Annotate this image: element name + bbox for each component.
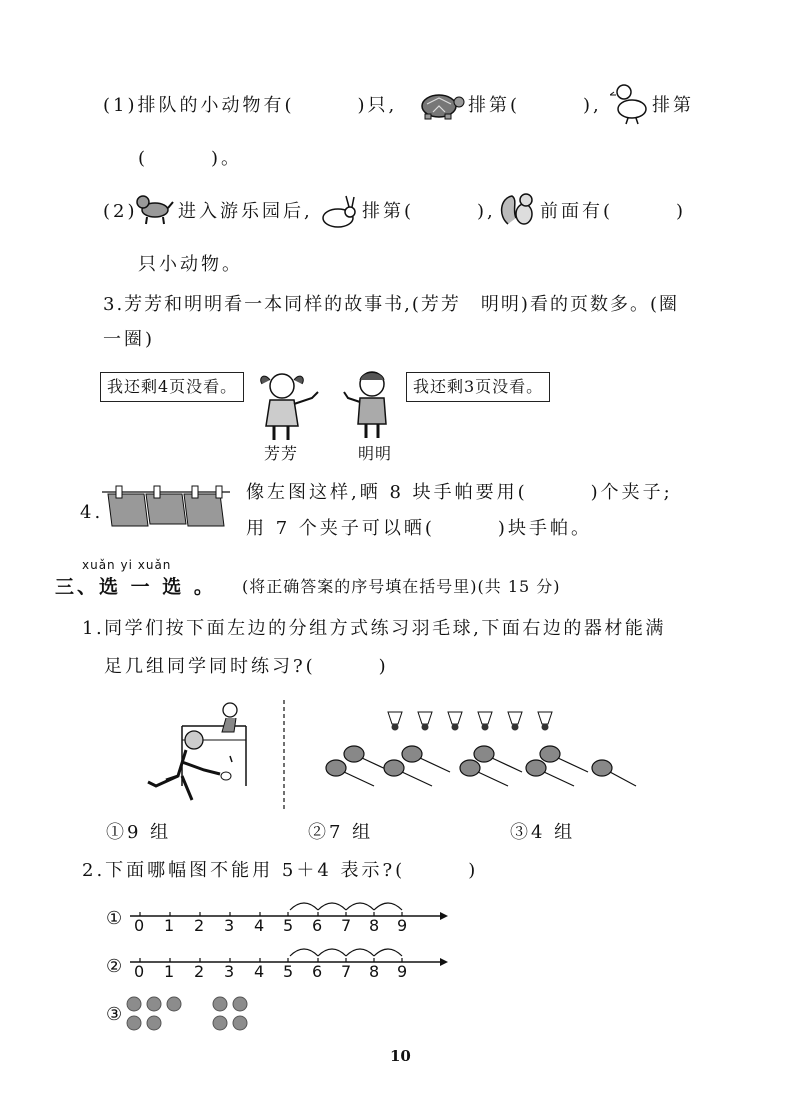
nl1-tick-5: 5 xyxy=(283,916,294,935)
s3-q1-option-3: ③4 组 xyxy=(510,822,576,843)
nl2-tick-9: 9 xyxy=(397,962,408,981)
shuttlecock-icon xyxy=(418,712,432,731)
q2-2-line1-d: 前面有( ) xyxy=(540,201,687,222)
s3-q2-option-1-label: ① xyxy=(106,908,123,929)
duck-icon xyxy=(610,82,650,126)
nl2-tick-5: 5 xyxy=(283,962,294,981)
shuttlecock-icon xyxy=(448,712,462,731)
racket-icon xyxy=(474,746,494,762)
nl1-tick-9: 9 xyxy=(397,916,408,935)
q2-1-line2: ( )。 xyxy=(138,148,243,169)
nl1-tick-6: 6 xyxy=(312,916,323,935)
q2-2-line1-c: 排第( ), xyxy=(362,201,496,222)
q3-line1: 3.芳芳和明明看一本同样的故事书,(芳芳 明明)看的页数多。(圈 xyxy=(103,294,679,315)
q4-line2: 用 7 个夹子可以晒( )块手帕。 xyxy=(246,518,592,539)
nl2-tick-7: 7 xyxy=(341,962,352,981)
badminton-players-icon xyxy=(142,696,262,806)
q2-1-line1: (1)排队的小动物有( )只, xyxy=(103,95,398,116)
nl1-tick-8: 8 xyxy=(369,916,380,935)
q3-line2: 一圈) xyxy=(103,329,156,350)
q4-number: 4. xyxy=(80,502,104,523)
boy-mingming-icon xyxy=(342,368,408,440)
rabbit-icon xyxy=(316,194,360,230)
nl2-tick-2: 2 xyxy=(194,962,205,981)
dot-groups xyxy=(126,994,256,1034)
nl1-tick-2: 2 xyxy=(194,916,205,935)
s3-q1-option-1: ①9 组 xyxy=(106,822,172,843)
nl1-tick-3: 3 xyxy=(224,916,235,935)
speech-bubble-left: 我还剩4页没看。 xyxy=(100,372,244,402)
q2-2-label: (2) xyxy=(103,201,138,222)
shuttlecock-icon xyxy=(478,712,492,731)
racket-icon xyxy=(592,760,612,776)
q2-2-line1-b: 进入游乐园后, xyxy=(178,201,313,222)
nl2-tick-6: 6 xyxy=(312,962,323,981)
s3-q1-option-2: ②7 组 xyxy=(308,822,374,843)
shuttlecock-icon xyxy=(388,712,402,731)
q2-1-line1-mid: 排第( ), xyxy=(468,95,602,116)
s3-q1-line1: 1.同学们按下面左边的分组方式练习羽毛球,下面右边的器材能满 xyxy=(82,618,666,639)
racket-icon xyxy=(326,760,346,776)
nl1-tick-4: 4 xyxy=(254,916,265,935)
shuttlecock-icon xyxy=(508,712,522,731)
q4-line1: 像左图这样,晒 8 块手帕要用( )个夹子; xyxy=(246,482,673,503)
racket-icon xyxy=(540,746,560,762)
section3-heading: 三、选 一 选 。 xyxy=(55,576,216,598)
s3-q2-option-3-label: ③ xyxy=(106,1004,123,1025)
racket-icon xyxy=(460,760,480,776)
squirrel-icon xyxy=(498,188,538,228)
nl1-tick-1: 1 xyxy=(164,916,175,935)
section3-instruction: (将正确答案的序号填在括号里)(共 15 分) xyxy=(242,577,561,596)
nl2-tick-3: 3 xyxy=(224,962,235,981)
s3-q1-line2: 足几组同学同时练习?( ) xyxy=(104,656,389,677)
nl2-tick-4: 4 xyxy=(254,962,265,981)
s3-q2-option-2-label: ② xyxy=(106,956,123,977)
handkerchiefs-on-line-icon xyxy=(102,484,232,530)
divider-dashed-line xyxy=(282,700,286,810)
speech-bubble-right: 我还剩3页没看。 xyxy=(406,372,550,402)
nl2-tick-0: 0 xyxy=(134,962,145,981)
dog-icon xyxy=(135,192,175,226)
q2-2-line2: 只小动物。 xyxy=(138,254,243,275)
girl-fangfang-icon xyxy=(252,370,322,442)
name-mingming: 明明 xyxy=(358,444,393,463)
racket-icon xyxy=(384,760,404,776)
equipment-group xyxy=(318,710,638,790)
racket-icon xyxy=(344,746,364,762)
shuttlecock-icon xyxy=(538,712,552,731)
turtle-icon xyxy=(415,86,465,122)
section3-pinyin: xuǎn yi xuǎn xyxy=(82,558,172,572)
racket-icon xyxy=(526,760,546,776)
racket-icon xyxy=(402,746,422,762)
nl2-tick-1: 1 xyxy=(164,962,175,981)
nl1-tick-0: 0 xyxy=(134,916,145,935)
page-number: 10 xyxy=(390,1047,411,1065)
nl1-tick-7: 7 xyxy=(341,916,352,935)
q2-1-line1-end: 排第 xyxy=(652,95,694,116)
nl2-tick-8: 8 xyxy=(369,962,380,981)
name-fangfang: 芳芳 xyxy=(264,444,299,463)
s3-q2-line: 2.下面哪幅图不能用 5＋4 表示?( ) xyxy=(82,860,479,881)
